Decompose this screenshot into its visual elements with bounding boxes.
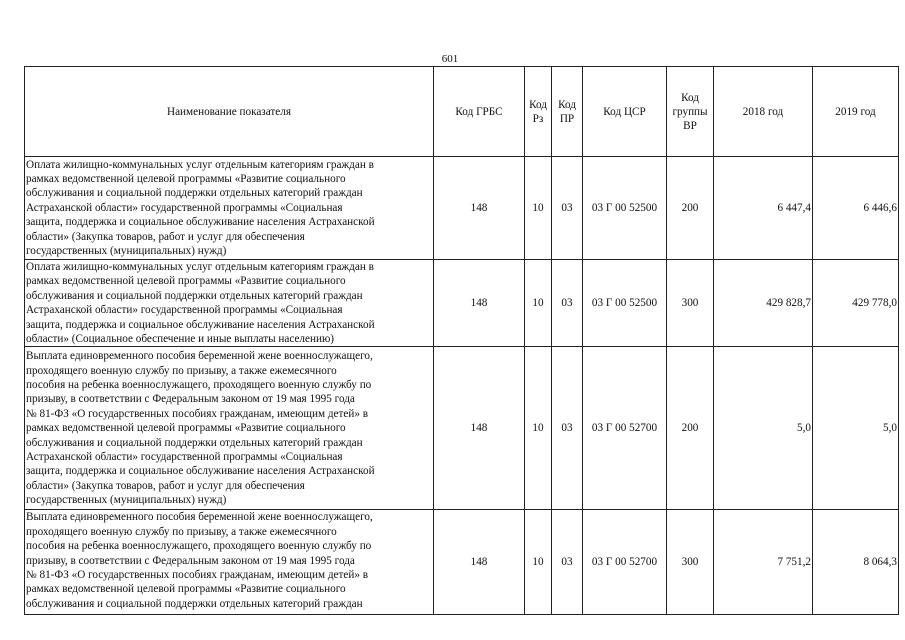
grbs-code: 148: [434, 157, 525, 260]
header-name: Наименование показателя: [25, 67, 434, 157]
header-vr: Код группы ВР: [667, 67, 714, 157]
amount-2018: 6 447,4: [714, 157, 813, 260]
rz-code: 10: [525, 510, 552, 615]
pr-code: 03: [552, 347, 583, 510]
amount-2018: 7 751,2: [714, 510, 813, 615]
rz-code: 10: [525, 347, 552, 510]
rz-code: 10: [525, 157, 552, 260]
csr-code: 03 Г 00 52700: [583, 510, 667, 615]
indicator-name: Оплата жилищно-коммунальных услуг отдельным категориям граждан в рамках ведомственной целевой программы «Развитие социального обслуживания и социальной поддержки отдельных категорий граждан Астраханской области» государственной программы «Социальная защита, поддержка и социальное обслуживание населения Астраханской области» (Социальное обеспечение и иные выплаты населению): [25, 260, 434, 347]
table-header-row: [25, 67, 899, 157]
csr-code: 03 Г 00 52500: [583, 260, 667, 347]
grbs-code: 148: [434, 347, 525, 510]
header-rz: Код Рз: [525, 67, 552, 157]
indicator-name: Выплата единовременного пособия беременной жене военнослужащего, проходящего военную службу по призыву, а также ежемесячного пособия на ребенка военнослужащего, проходящего военную службу по призыву, в соответствии с Федеральным законом от 19 мая 1995 года № 81-ФЗ «О государственных пособиях гражданам, имеющим детей» в рамках ведомственной целевой программы «Развитие социального обслуживания и социальной поддержки отдельных категорий граждан Астраханской области» государственной программы «Социальная защита, поддержка и социальное обслуживание населения Астраханской области» (Закупка товаров, работ и услуг для обеспечения государственных (муниципальных) нужд): [25, 347, 434, 510]
amount-2018: 429 828,7: [714, 260, 813, 347]
vr-code: 200: [667, 347, 714, 510]
table-row: [25, 157, 899, 260]
header-csr: Код ЦСР: [583, 67, 667, 157]
rz-code: 10: [525, 260, 552, 347]
amount-2018: 5,0: [714, 347, 813, 510]
amount-2019: 429 778,0: [813, 260, 899, 347]
vr-code: 300: [667, 260, 714, 347]
csr-code: 03 Г 00 52500: [583, 157, 667, 260]
page-number: 601: [441, 53, 459, 65]
csr-code: 03 Г 00 52700: [583, 347, 667, 510]
indicator-name: Оплата жилищно-коммунальных услуг отдельным категориям граждан в рамках ведомственной целевой программы «Развитие социального обслуживания и социальной поддержки отдельных категорий граждан Астраханской области» государственной программы «Социальная защита, поддержка и социальное обслуживание населения Астраханской области» (Закупка товаров, работ и услуг для обеспечения государственных (муниципальных) нужд): [25, 157, 434, 260]
header-pr: Код ПР: [552, 67, 583, 157]
vr-code: 300: [667, 510, 714, 615]
table-row: [25, 260, 899, 347]
table-row: [25, 347, 899, 510]
table-row: [25, 510, 899, 615]
pr-code: 03: [552, 260, 583, 347]
pr-code: 03: [552, 157, 583, 260]
amount-2019: 5,0: [813, 347, 899, 510]
vr-code: 200: [667, 157, 714, 260]
budget-table: [24, 66, 899, 615]
pr-code: 03: [552, 510, 583, 615]
header-2019: 2019 год: [813, 67, 899, 157]
indicator-name: Выплата единовременного пособия беременной жене военнослужащего, проходящего военную службу по призыву, а также ежемесячного пособия на ребенка военнослужащего, проходящего военную службу по призыву, в соответствии с Федеральным законом от 19 мая 1995 года № 81-ФЗ «О государственных пособиях гражданам, имеющим детей» в рамках ведомственной целевой программы «Развитие социального обслуживания и социальной поддержки отдельных категорий граждан: [25, 510, 434, 615]
header-grbs: Код ГРБС: [434, 67, 525, 157]
grbs-code: 148: [434, 510, 525, 615]
amount-2019: 8 064,3: [813, 510, 899, 615]
header-2018: 2018 год: [714, 67, 813, 157]
amount-2019: 6 446,6: [813, 157, 899, 260]
grbs-code: 148: [434, 260, 525, 347]
